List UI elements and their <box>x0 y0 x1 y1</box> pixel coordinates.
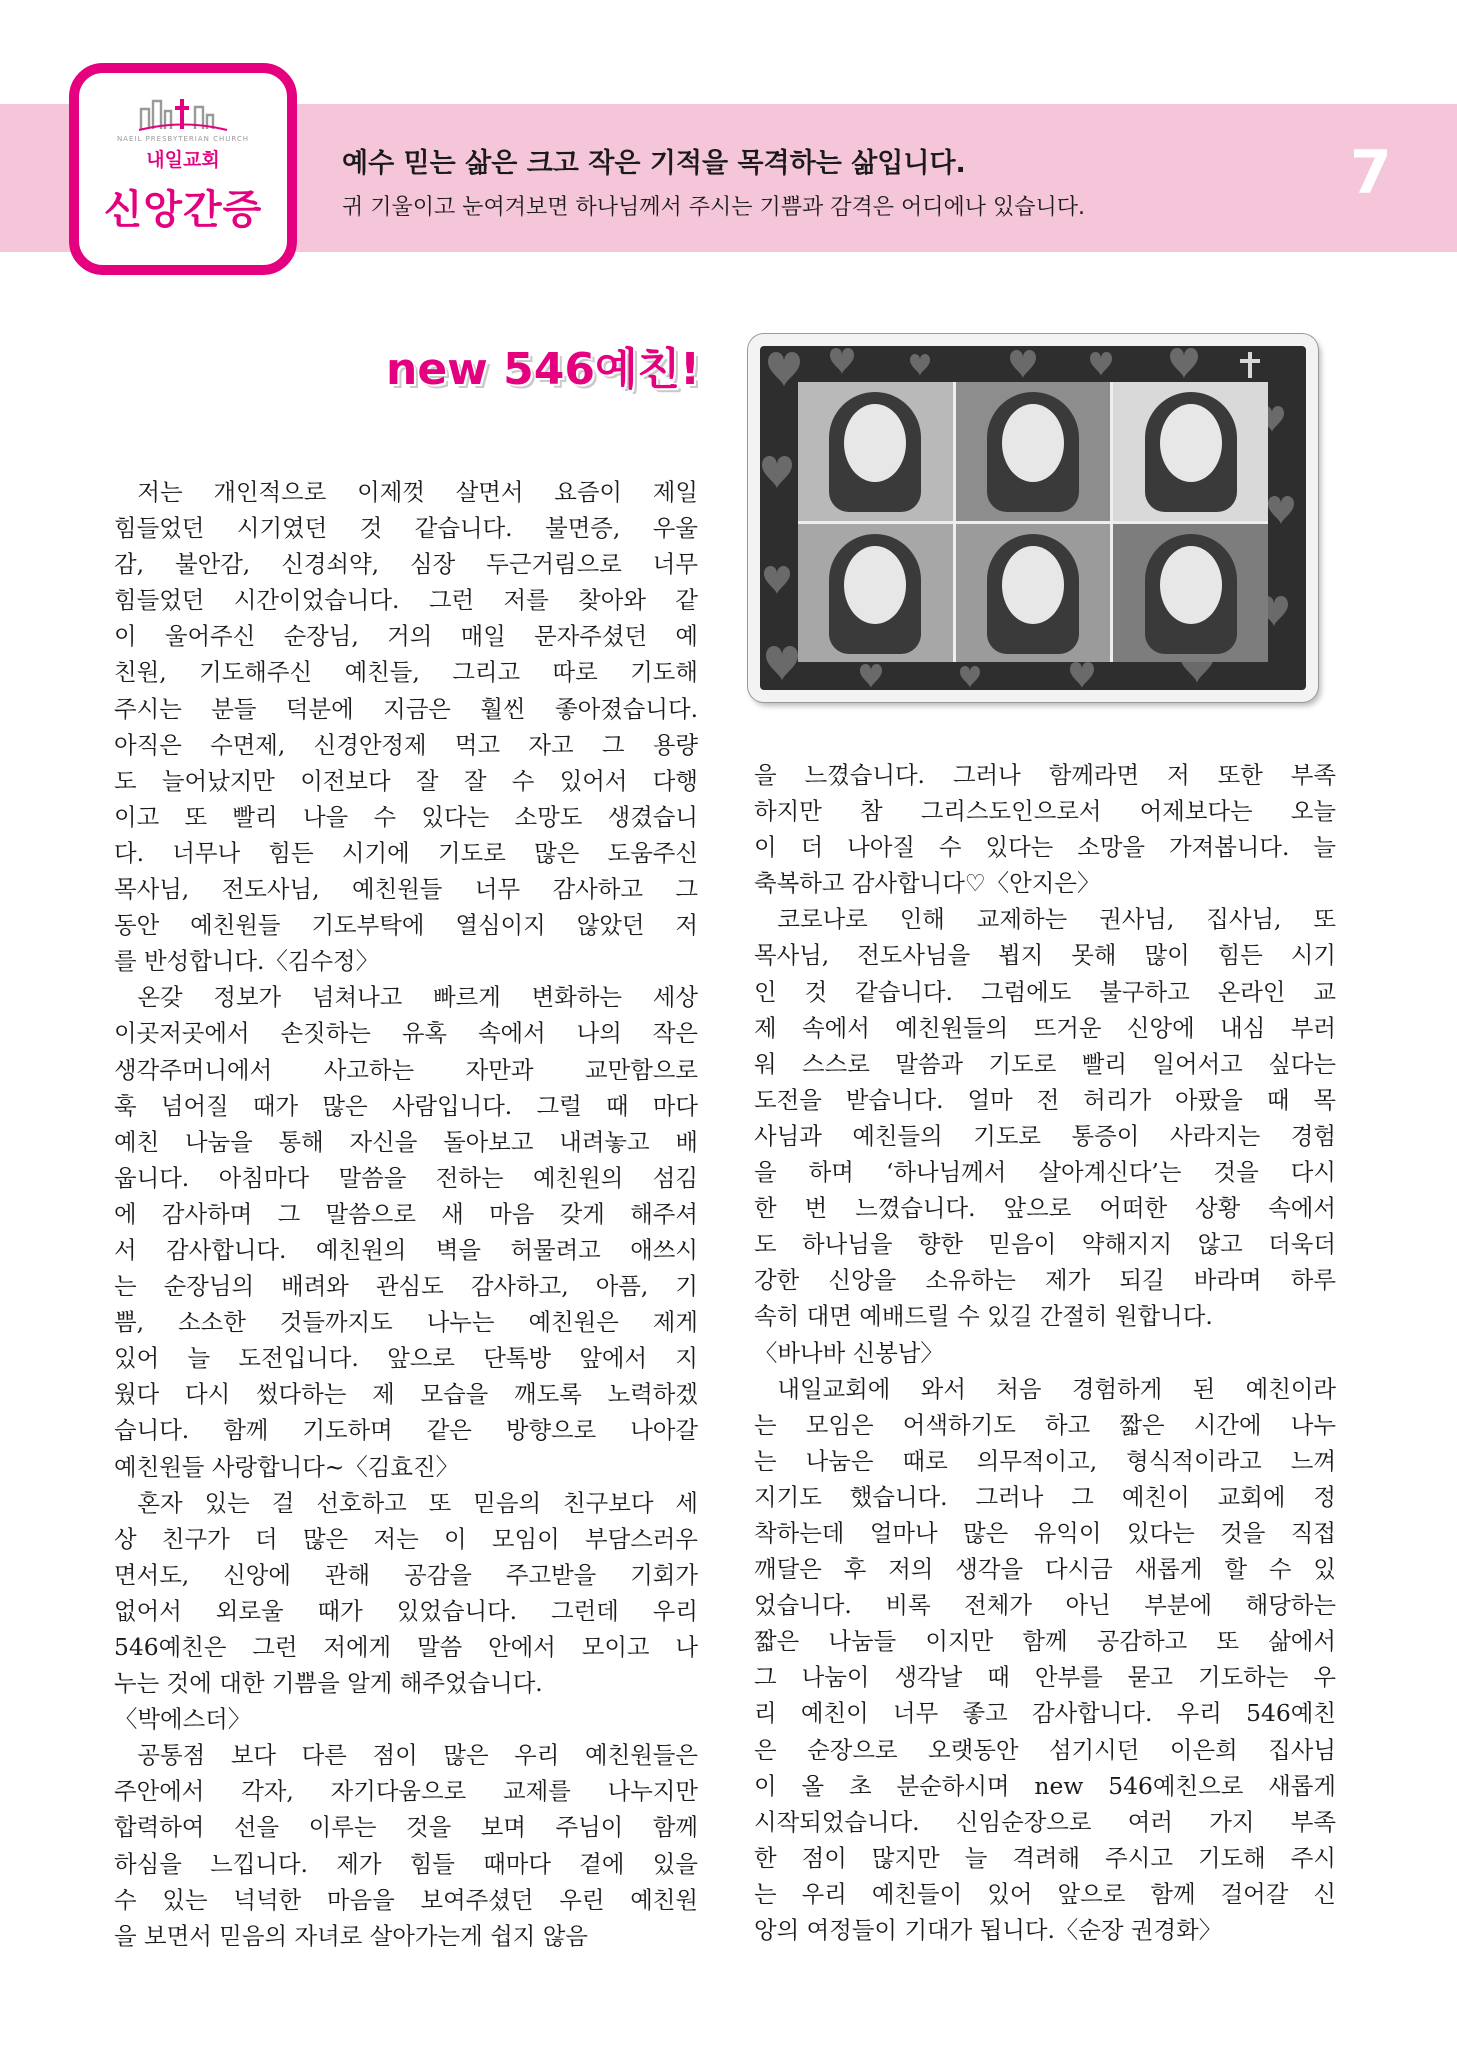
body-text-line: 깨달은 후 저의 생각을 다시금 새롭게 할 수 있 <box>754 1555 1336 1584</box>
body-text-line: 을 느꼈습니다. 그러나 함께라면 저 또한 부족 <box>754 761 1336 789</box>
body-text-line: 이고 또 빨리 나을 수 있다는 소망도 생겼습니 <box>114 802 698 831</box>
body-text-line: 온갖 정보가 넘쳐나고 빠르게 변화하는 세상 <box>114 983 698 1012</box>
body-text-line: 훅 넘어질 때가 많은 사람입니다. 그럴 때 마다 <box>114 1091 698 1120</box>
body-text-line: 주시는 분들 덕분에 지금은 훨씬 좋아졌습니다. <box>114 694 698 723</box>
body-text-line: 지기도 했습니다. 그러나 그 예친이 교회에 정 <box>754 1482 1336 1511</box>
body-text-line: 힘들었던 시간이었습니다. 그런 저를 찾아와 같 <box>114 586 698 615</box>
body-text-line: 상 친구가 더 많은 저는 이 모임이 부담스러우 <box>114 1524 698 1553</box>
body-text-line: 는 나눔은 때로 의무적이고, 형식적이라고 느껴 <box>754 1446 1336 1475</box>
body-text-line: 도 하나님을 향한 믿음이 약해지지 않고 더욱더 <box>754 1230 1336 1259</box>
article-column-left <box>114 474 698 1954</box>
member-photo <box>1113 524 1268 663</box>
member-photo <box>1113 382 1268 521</box>
body-text-line: 웠다 다시 썼다하는 제 모습을 깨도록 노력하겠 <box>114 1380 698 1409</box>
body-text-line: 는 모임은 어색하기도 하고 짧은 시간에 나누 <box>754 1410 1336 1439</box>
body-text-line: 면서도, 신앙에 관해 공감을 주고받을 기회가 <box>114 1560 698 1589</box>
body-text-line: 동안 예친원들 기도부탁에 열심이지 않았던 저 <box>114 911 698 940</box>
body-text-line: 감, 불안감, 신경쇠약, 심장 두근거림으로 너무 <box>114 550 698 579</box>
body-text-line: 하심을 느낍니다. 제가 힘들 때마다 곁에 있을 <box>114 1849 698 1878</box>
body-text-line: 쁨, 소소한 것들까지도 나누는 예친원은 제게 <box>114 1308 698 1337</box>
body-text-line: 서 감사합니다. 예친원의 벽을 허물려고 애쓰시 <box>114 1235 698 1264</box>
body-text-line: 그 나눔이 생각날 때 안부를 묻고 기도하는 우 <box>754 1663 1336 1692</box>
body-text-line: 축복하고 감사합니다♡〈안지은〉 <box>754 869 1101 898</box>
group-photo <box>748 334 1318 702</box>
church-skyline-icon <box>137 97 229 131</box>
member-photo <box>956 382 1111 521</box>
body-text-line: 이 더 나아질 수 있다는 소망을 가져봅니다. 늘 <box>754 833 1336 862</box>
body-text-line: 을 보면서 믿음의 자녀로 살아가는게 쉽지 않음 <box>114 1921 588 1950</box>
body-text-line: 도 늘어났지만 이전보다 잘 잘 수 있어서 다행 <box>114 766 698 795</box>
body-text-line: 착하는데 얼마나 많은 유익이 있다는 것을 직접 <box>754 1518 1336 1547</box>
member-photo <box>798 524 953 663</box>
body-text-line: 합력하여 선을 이루는 것을 보며 주님이 함께 <box>114 1813 698 1842</box>
body-text-line: 워 스스로 말씀과 기도로 빨리 일어서고 싶다는 <box>754 1049 1336 1078</box>
member-photo <box>798 382 953 521</box>
body-text-line: 목사님, 전도사님을 뵙지 못해 많이 힘든 시기 <box>754 941 1336 970</box>
body-text-line: 예친원들 사랑합니다~〈김효진〉 <box>114 1452 459 1481</box>
body-text-line: 없어서 외로울 때가 있었습니다. 그런데 우리 <box>114 1596 698 1625</box>
logo-church-name: 내일교회 <box>146 149 220 171</box>
body-text-line: 제 속에서 예친원들의 뜨거운 신앙에 내심 부러 <box>754 1013 1336 1042</box>
body-text-line: 〈박에스더〉 <box>114 1705 252 1734</box>
body-text-line: 546예친은 그런 저에게 말씀 안에서 모이고 나 <box>114 1633 698 1661</box>
body-text-line: 인 것 같습니다. 그럼에도 불구하고 온라인 교 <box>754 977 1336 1006</box>
body-text-line: 습니다. 함께 기도하며 같은 방향으로 나아갈 <box>114 1416 698 1445</box>
body-text-line: 이 울어주신 순장님, 거의 매일 문자주셨던 예 <box>114 622 698 651</box>
body-text-line: 이 올 초 분순하시며 new 546예친으로 새롭게 <box>754 1771 1336 1800</box>
body-text-line: 코로나로 인해 교제하는 권사님, 집사님, 또 <box>754 905 1336 934</box>
header-title: 예수 믿는 삶은 크고 작은 기적을 목격하는 삶입니다. <box>342 148 966 179</box>
logo-english-name: NAEIL PRESBYTERIAN CHURCH <box>116 135 250 143</box>
page-number: 7 <box>1350 138 1392 208</box>
body-text-line: 를 반성합니다.〈김수정〉 <box>114 947 380 976</box>
body-text-line: 저는 개인적으로 이제껏 살면서 요즘이 제일 <box>114 478 698 506</box>
member-photo <box>956 524 1111 663</box>
body-text-line: 에 감사하며 그 말씀으로 새 마음 갖게 해주셔 <box>114 1199 698 1228</box>
body-text-line: 다. 너무나 힘든 시기에 기도로 많은 도움주신 <box>114 838 698 867</box>
body-text-line: 예친 나눔을 통해 자신을 돌아보고 내려놓고 배 <box>114 1127 698 1156</box>
body-text-line: 리 예친이 너무 좋고 감사합니다. 우리 546예친 <box>754 1699 1336 1728</box>
body-text-line: 내일교회에 와서 처음 경험하게 된 예친이라 <box>754 1374 1336 1403</box>
body-text-line: 하지만 참 그리스도인으로서 어제보다는 오늘 <box>754 797 1336 826</box>
body-text-line: 이곳저곳에서 손짓하는 유혹 속에서 나의 작은 <box>114 1019 698 1048</box>
body-text-line: 목사님, 전도사님, 예친원들 너무 감사하고 그 <box>114 875 698 904</box>
body-text-line: 웁니다. 아침마다 말씀을 전하는 예친원의 섬김 <box>114 1163 698 1192</box>
body-text-line: 강한 신앙을 소유하는 제가 되길 바라며 하루 <box>754 1266 1336 1295</box>
body-text-line: 는 우리 예친들이 있어 앞으로 함께 걸어갈 신 <box>754 1879 1336 1908</box>
body-text-line: 시작되었습니다. 신임순장으로 여러 가지 부족 <box>754 1807 1336 1836</box>
body-text-line: 아직은 수면제, 신경안정제 먹고 자고 그 용량 <box>114 730 698 759</box>
photo-grid <box>798 382 1268 662</box>
body-text-line: 한 번 느꼈습니다. 앞으로 어떠한 상황 속에서 <box>754 1194 1336 1223</box>
body-text-line: 〈바나바 신봉남〉 <box>754 1338 944 1367</box>
body-text-line: 는 순장님의 배려와 관심도 감사하고, 아픔, 기 <box>114 1272 698 1301</box>
body-text-line: 을 하며 ‘하나님께서 살아계신다’는 것을 다시 <box>754 1158 1336 1187</box>
body-text-line: 생각주머니에서 사고하는 자만과 교만함으로 <box>114 1055 698 1084</box>
body-text-line: 혼자 있는 걸 선호하고 또 믿음의 친구보다 세 <box>114 1488 698 1517</box>
article-column-right <box>754 757 1336 1948</box>
body-text-line: 주안에서 각자, 자기다움으로 교제를 나누지만 <box>114 1777 698 1806</box>
body-text-line: 누는 것에 대한 기쁨을 알게 해주었습니다. <box>114 1669 543 1698</box>
body-text-line: 앙의 여정들이 기대가 됩니다.〈순장 권경화〉 <box>754 1916 1223 1944</box>
section-title: 신앙간증 <box>103 187 263 233</box>
section-logo <box>69 63 297 275</box>
body-text-line: 도전을 받습니다. 얼마 전 허리가 아팠을 때 목 <box>754 1085 1336 1114</box>
body-text-line: 공통점 보다 다른 점이 많은 우리 예친원들은 <box>114 1741 698 1770</box>
body-text-line: 사님과 예친들의 기도로 통증이 사라지는 경험 <box>754 1121 1336 1150</box>
body-text-line: 속히 대면 예배드릴 수 있길 간절히 원합니다. <box>754 1302 1213 1331</box>
body-text-line: 친원, 기도해주신 예친들, 그리고 따로 기도해 <box>114 658 698 687</box>
body-text-line: 있어 늘 도전입니다. 앞으로 단톡방 앞에서 지 <box>114 1344 698 1373</box>
article-title: new 546예친! <box>386 344 701 395</box>
body-text-line: 은 순장으로 오랫동안 섬기시던 이은희 집사님 <box>754 1735 1336 1764</box>
body-text-line: 힘들었던 시기였던 것 같습니다. 불면증, 우울 <box>114 514 698 543</box>
body-text-line: 짧은 나눔들 이지만 함께 공감하고 또 삶에서 <box>754 1627 1336 1656</box>
body-text-line: 수 있는 넉넉한 마음을 보여주셨던 우린 예친원 <box>114 1885 698 1914</box>
body-text-line: 한 점이 많지만 늘 격려해 주시고 기도해 주시 <box>754 1843 1336 1872</box>
header-subtitle: 귀 기울이고 눈여겨보면 하나님께서 주시는 기쁨과 감격은 어디에나 있습니다. <box>342 195 1086 220</box>
body-text-line: 었습니다. 비록 전체가 아닌 부분에 해당하는 <box>754 1591 1336 1620</box>
